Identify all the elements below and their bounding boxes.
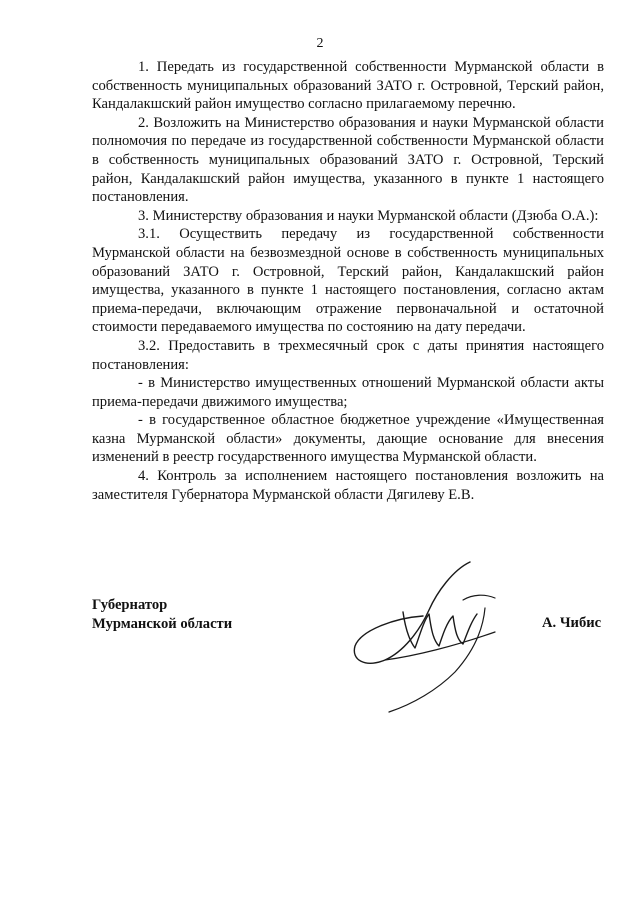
paragraph-3-2-item-2: - в государственное областное бюджетное учреждение «Имущественная казна Мурманской области» документы, дающие основание для внесения изменений в реестр государственного имущества Мурманской области.	[92, 412, 604, 466]
signatory-name: А. Чибис	[542, 615, 602, 631]
document-body	[92, 58, 604, 504]
handwritten-signature	[345, 560, 520, 720]
signatory-title-line-2: Мурманской области	[92, 615, 233, 632]
paragraph-3-2-item-1: - в Министерство имущественных отношений Мурманской области акты приема-передачи движимого имущества;	[92, 375, 604, 410]
paragraph-1: 1. Передать из государственной собственности Мурманской области в собственность муниципальных образований ЗАТО г. Островной, Терский район, Кандалакшский район имущество согласно прилагаемому перечню.	[92, 59, 604, 113]
signatory-title-line-1: Губернатор	[92, 597, 168, 613]
page-number: 2	[316, 36, 324, 51]
paragraph-3-2: 3.2. Предоставить в трехмесячный срок с даты принятия настоящего постановления:	[92, 337, 604, 373]
paragraph-3: 3. Министерству образования и науки Мурманской области (Дзюба О.А.):	[138, 207, 599, 224]
paragraph-4: 4. Контроль за исполнением настоящего постановления возложить на заместителя Губернатора Мурманской области Дягилеву Е.В.	[92, 468, 604, 503]
paragraph-3-1: 3.1. Осуществить передачу из государственной собственности Мурманской области на безвозмездной основе в собственность муниципальных образований ЗАТО г. Островной, Терский район, Кандалакшский район имущества, указанного в пункте 1 настоящего постановления, согласно актам приема-передачи, включающим отражение первоначальной и остаточной стоимости передаваемого имущества по состоянию на дату передачи.	[92, 226, 604, 336]
paragraph-2: 2. Возложить на Министерство образования и науки Мурманской области полномочия по передаче из государственной собственности Мурманской области в собственность муниципальных образований ЗАТО г. Островной, Терский район, Кандалакшский район имущества, указанного в пункте 1 настоящего постановления.	[92, 114, 604, 206]
